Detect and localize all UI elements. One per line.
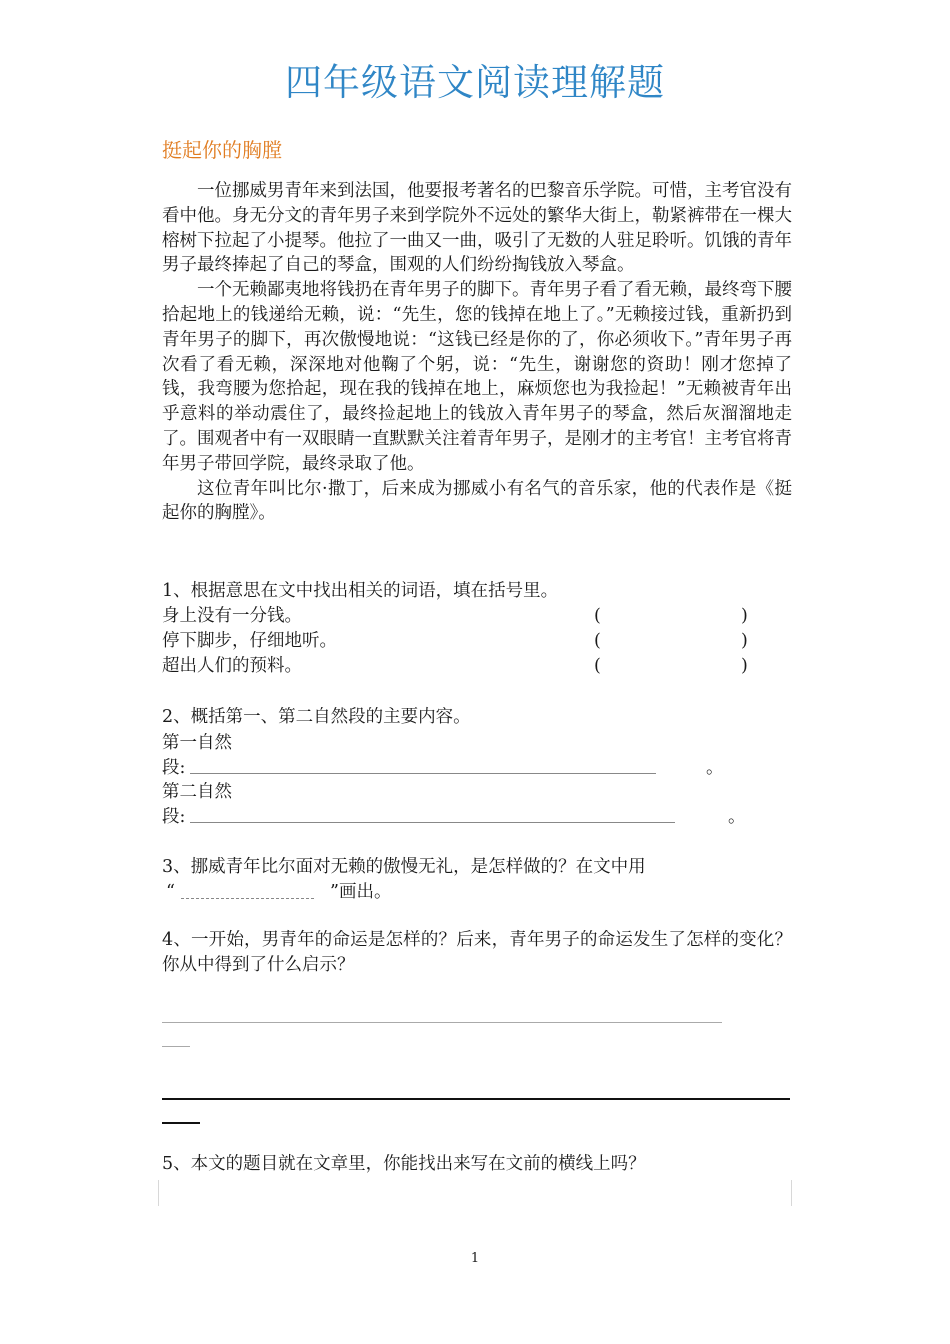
answer-open-paren-3: (	[594, 656, 601, 676]
essay-body	[162, 179, 792, 526]
question-1-item-2: 停下脚步，仔细地听。	[162, 631, 337, 651]
paragraph-2: 一个无赖鄙夷地将钱扔在青年男子的脚下。青年男子看了看无赖，最终弯下腰拾起地上的钱递给无赖，说：“先生，您的钱掉在地上了。”无赖接过钱，重新扔到青年男子的脚下，再次傲慢地说：“这钱已经是你的了，你必须收下。”青年男子再次看了看无赖，深深地对他鞠了个躬，说：“先生，谢谢您的资助！刚才您掉了钱，我弯腰为您拾起，现在我的钱掉在地上，麻烦您也为我捡起！”无赖被青年出乎意料的举动震住了，最终捡起地上的钱放入青年男子的琴盒，然后灰溜溜地走了。围观者中有一双眼睛一直默默关注着青年男子，是刚才的主考官！主考官将青年男子带回学院，最终录取了他。	[162, 280, 792, 474]
question-1-item-3: 超出人们的预料。	[162, 656, 302, 676]
answer-close-paren-2: )	[741, 631, 748, 651]
period-1: 。	[706, 758, 724, 778]
question-4-prompt: 4、一开始，男青年的命运是怎样的？后来，青年男子的命运发生了怎样的变化？你从中得到了什么启示？	[162, 930, 792, 975]
answer-line-2-tail[interactable]	[162, 1122, 200, 1124]
paragraph-1: 一位挪威男青年来到法国，他要报考著名的巴黎音乐学院。可惜，主考官没有看中他。身无分文的青年男子来到学院外不远处的繁华大街上，勒紧裤带在一棵大榕树下拉起了小提琴。他拉了一曲又一曲，吸引了无数的人驻足聆听。饥饿的青年男子最终捧起了自己的琴盒，围观的人们纷纷掏钱放入琴盒。	[162, 181, 792, 276]
answer-line-2[interactable]	[162, 1098, 790, 1100]
question-3-prompt: 3、挪威青年比尔面对无赖的傲慢无礼，是怎样做的？在文中用	[162, 857, 646, 877]
underline-mark-open: “	[166, 882, 175, 902]
answer-line-1-tail[interactable]	[162, 1046, 190, 1047]
paragraph-1-label: 第一自然	[162, 733, 232, 753]
page-number: 1	[470, 1251, 480, 1266]
answer-close-paren-1: )	[741, 606, 748, 626]
answer-blank-paragraph-2[interactable]	[190, 822, 675, 823]
answer-line-1[interactable]	[162, 1022, 722, 1023]
underline-mark-close: ”画出。	[330, 882, 392, 902]
paragraph-2-label-cont: 段:	[162, 807, 186, 827]
answer-open-paren-2: (	[594, 631, 601, 651]
paragraph-1-label-cont: 段:	[162, 758, 186, 778]
question-2-prompt: 2、概括第一、第二自然段的主要内容。	[162, 707, 471, 727]
period-2: 。	[728, 807, 746, 827]
underline-mark-sample	[181, 898, 314, 899]
answer-open-paren-1: (	[594, 606, 601, 626]
essay-title: 挺起你的胸膛	[162, 138, 282, 162]
answer-close-paren-3: )	[741, 656, 748, 676]
question-5-prompt: 5、本文的题目就在文章里，你能找出来写在文前的横线上吗？	[162, 1154, 646, 1174]
paragraph-3: 这位青年叫比尔·撒丁，后来成为挪威小有名气的音乐家，他的代表作是《挺起你的胸膛》。	[162, 478, 792, 524]
answer-blank-paragraph-1[interactable]	[190, 773, 656, 774]
document-title: 四年级语文阅读理解题	[285, 61, 665, 104]
paragraph-2-label: 第二自然	[162, 782, 232, 802]
answer-box-left-edge	[158, 1180, 159, 1206]
question-1-item-1: 身上没有一分钱。	[162, 606, 302, 626]
answer-box-right-edge	[791, 1180, 792, 1206]
question-1-prompt: 1、根据意思在文中找出相关的词语，填在括号里。	[162, 581, 559, 601]
